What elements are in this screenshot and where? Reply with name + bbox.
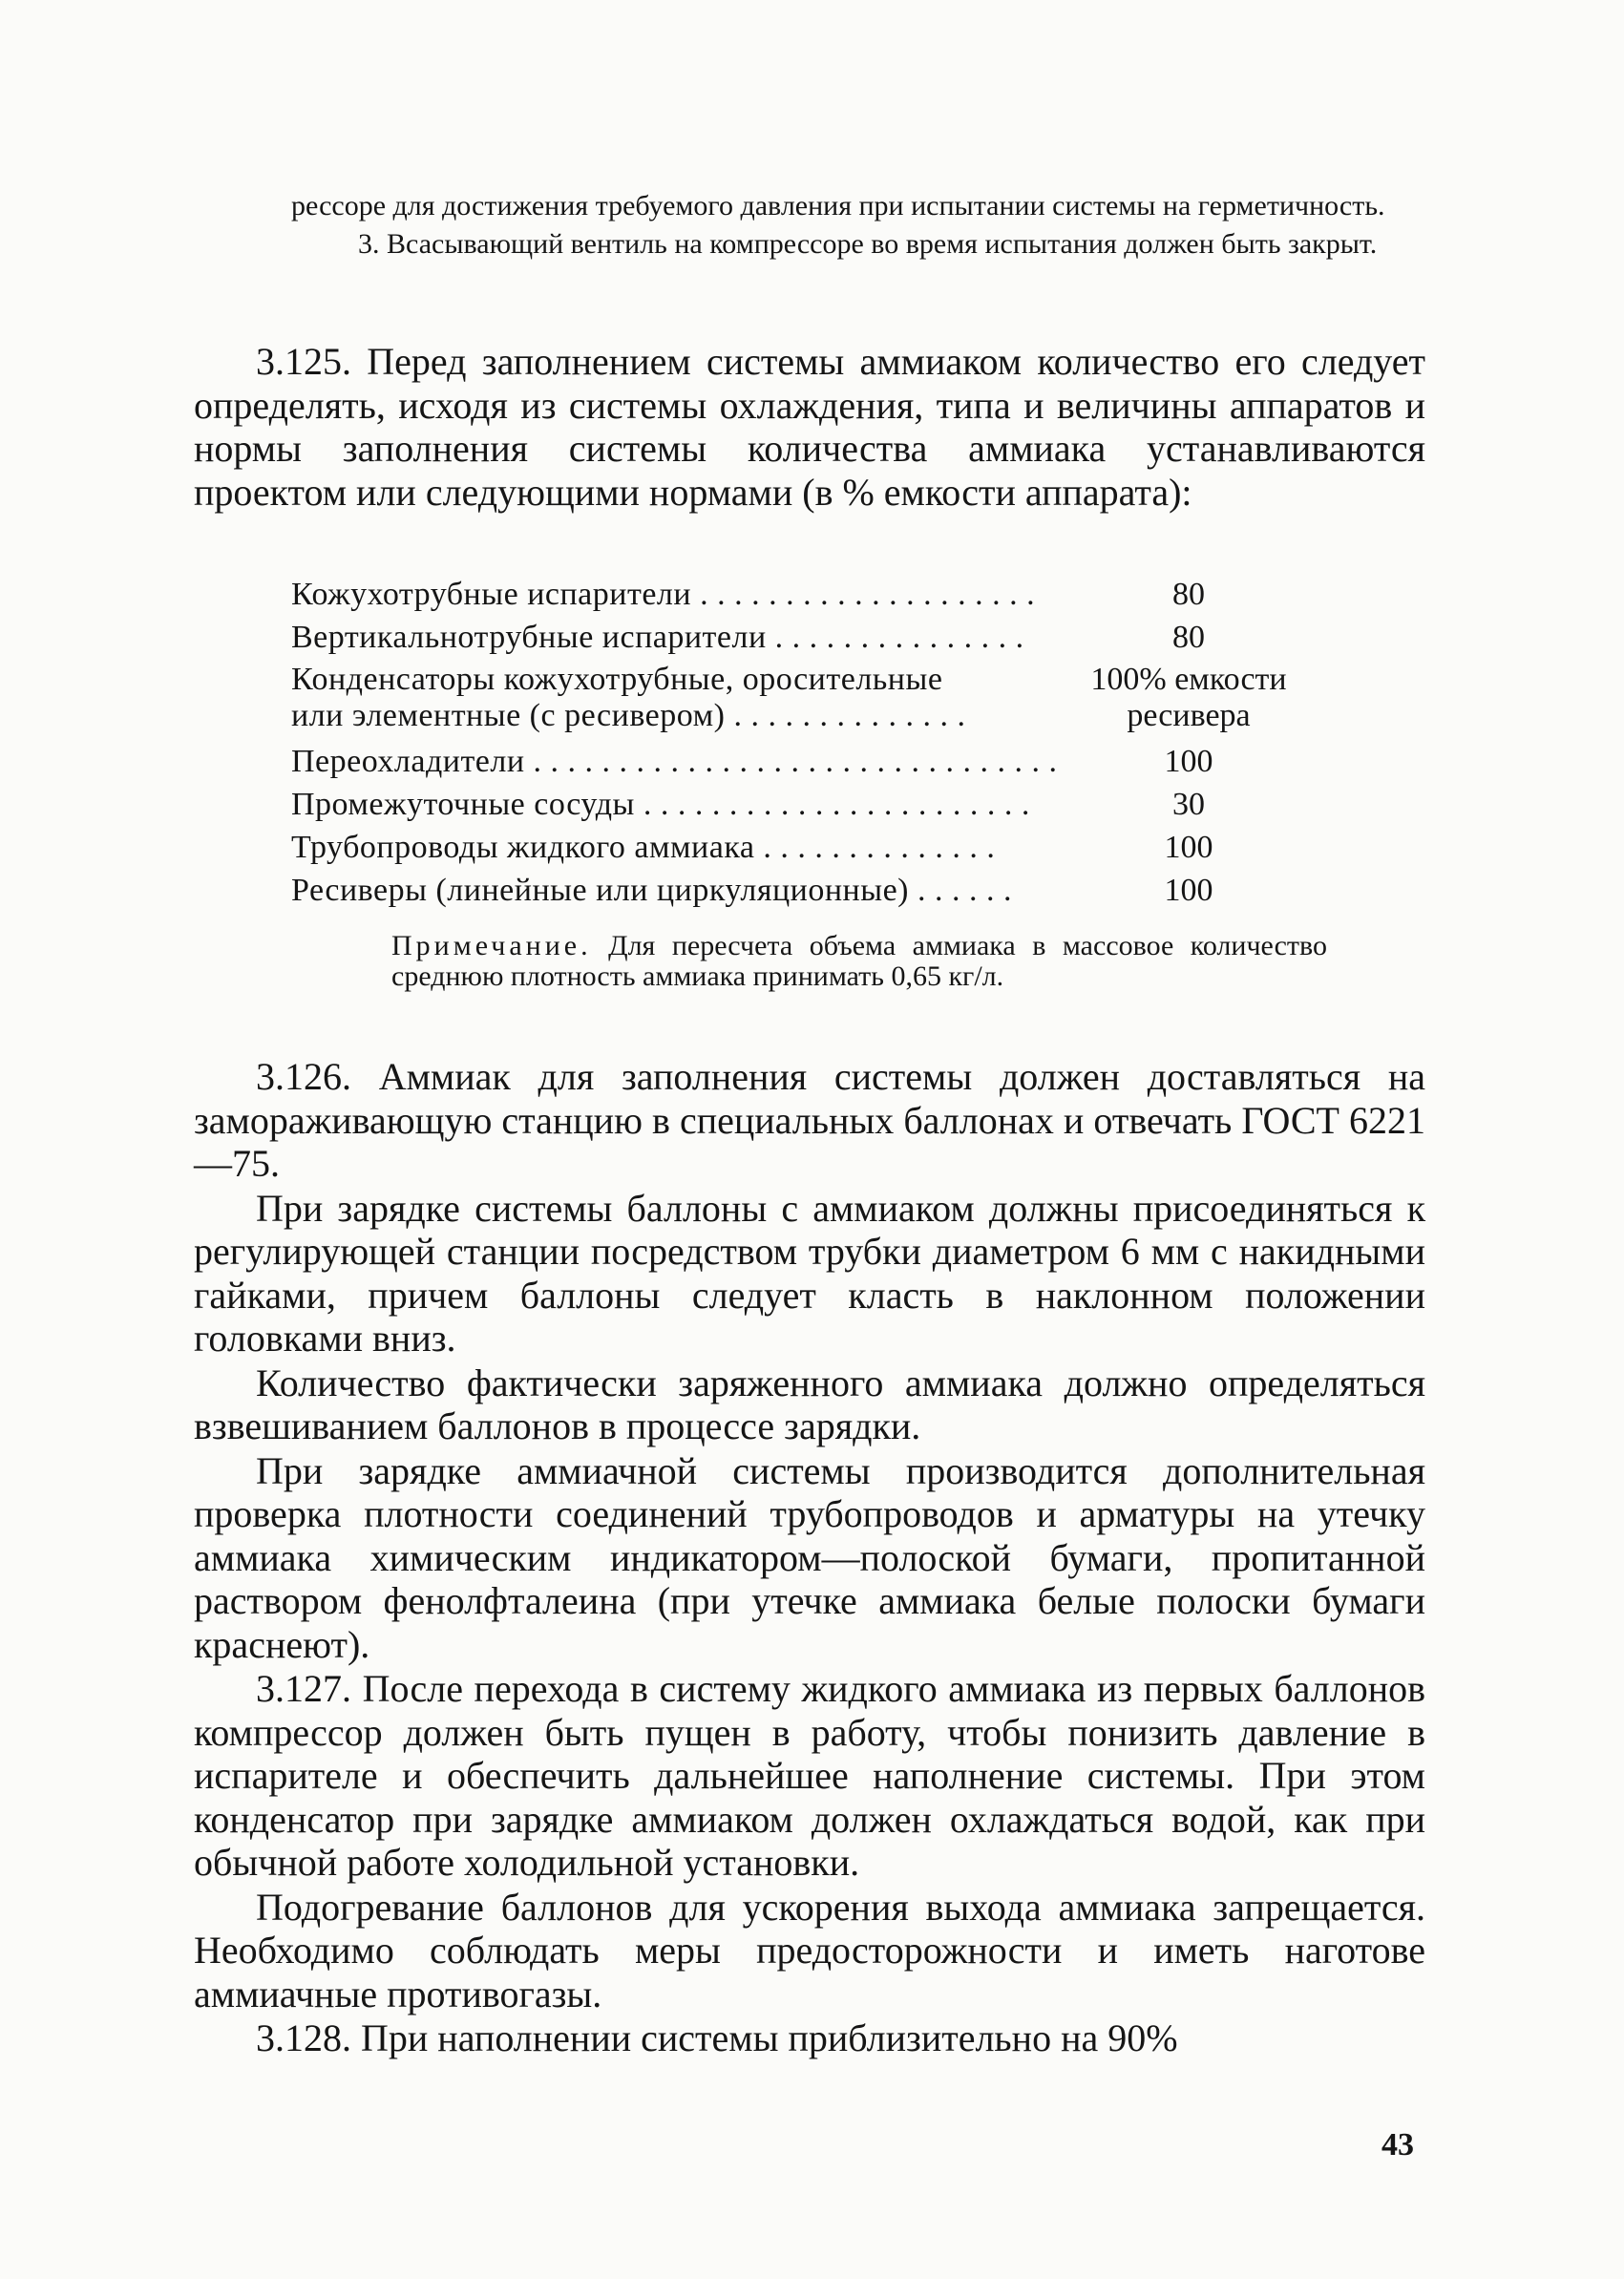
paragraph-continuation: рессоре для достижения требуемого давления при испытании системы на герметичность. xyxy=(291,190,1385,222)
paragraph-3-128: 3.128. При наполнении системы приблизительно на 90% xyxy=(256,2016,1178,2059)
norms-row-name: Переохладители . . . . . . . . . . . . . . . . . . . . . . . . . . . . . . . xyxy=(291,744,1058,779)
norms-row-value: 30 xyxy=(1172,787,1205,822)
norms-row xyxy=(291,786,1313,829)
section-3-125 xyxy=(194,340,1425,514)
page-number: 43 xyxy=(1381,2127,1414,2163)
norms-row-value: 100 xyxy=(1164,830,1213,865)
norms-row-name: Кожухотрубные испарители . . . . . . . . . . . . . . . . . . . . xyxy=(291,577,1036,612)
paragraph: При зарядке аммиачной системы производится дополнительная проверка плотности соединений трубопроводов и арматуры на утечку аммиака химическим индикатором—полоской бумаги, пропитанной раствором фенолфталеина (при утечке аммиака белые полоски бумаги краснеют). xyxy=(194,1448,1425,1666)
norms-row xyxy=(291,829,1313,872)
norms-row-name: Промежуточные сосуды . . . . . . . . . . . . . . . . . . . . . . . xyxy=(291,787,1030,822)
paragraph: Количество фактически заряженного аммиака должно определяться взвешиванием баллонов в процессе зарядки. xyxy=(194,1361,1425,1447)
note xyxy=(391,931,1327,992)
norms-row-value: 80 xyxy=(1172,577,1205,612)
section-3-126-to-3-128 xyxy=(194,1055,1425,2060)
norms-row-value: 100% емкости ресивера xyxy=(1090,662,1287,733)
paragraph: Подогревание баллонов для ускорения выхода аммиака запрещается. Необходимо соблюдать меры предосторожности и иметь наготове аммиачные противогазы. xyxy=(194,1885,1425,2015)
norms-row xyxy=(291,743,1313,786)
norms-row-value: 100 xyxy=(1164,873,1213,908)
paragraph: При зарядке системы баллоны с аммиаком должны присоединяться к регулирующей станции посредством трубки диаметром 6 мм с накидными гайками, причем баллоны следует класть в наклонном положении головками вниз. xyxy=(194,1186,1425,1360)
norms-row-value: 100 xyxy=(1164,744,1213,779)
note-text: Для пересчета объема аммиака в массовое количество среднюю плотность аммиака принимать 0,65 кг/л. xyxy=(391,930,1327,992)
norms-row xyxy=(291,662,1313,743)
top-continuation xyxy=(291,191,1427,260)
norms-row-name: Трубопроводы жидкого аммиака . . . . . . . . . . . . . . xyxy=(291,830,996,865)
norms-row xyxy=(291,576,1313,619)
norms-table xyxy=(291,576,1313,915)
paragraph-3-126: 3.126. Аммиак для заполнения системы должен доставляться на замораживающую станцию в специальных баллонах и отвечать ГОСТ 6221—75. xyxy=(194,1055,1425,1185)
norms-row-value: 80 xyxy=(1172,620,1205,655)
paragraph-3-125: 3.125. Перед заполнением системы аммиаком количество его следует определять, исходя из системы охлаждения, типа и величины аппаратов и нормы заполнения системы количества аммиака устанавливаются проектом или следующими нормами (в % емкости аппарата): xyxy=(194,340,1425,514)
paragraph-item-3: 3. Всасывающий вентиль на компрессоре во время испытания должен быть закрыт. xyxy=(358,228,1378,260)
note-label: Примечание. xyxy=(391,930,592,961)
norms-row xyxy=(291,619,1313,662)
norms-row-name: Ресиверы (линейные или циркуляционные) . . . . . . xyxy=(291,873,1013,908)
norms-row xyxy=(291,872,1313,915)
norms-row-name: Конденсаторы кожухотрубные, оросительные или элементные (с ресивером) . . . . . . . . . . . . . . xyxy=(291,662,966,733)
norms-row-name: Вертикальнотрубные испарители . . . . . . . . . . . . . . . xyxy=(291,620,1024,655)
paragraph-3-127: 3.127. После перехода в систему жидкого аммиака из первых баллонов компрессор должен быть пущен в работу, чтобы понизить давление в испарителе и обеспечить дальнейшее наполнение системы. При этом конденсатор при зарядке аммиаком должен охлаждаться водой, как при обычной работе холодильной установки. xyxy=(194,1667,1425,1884)
